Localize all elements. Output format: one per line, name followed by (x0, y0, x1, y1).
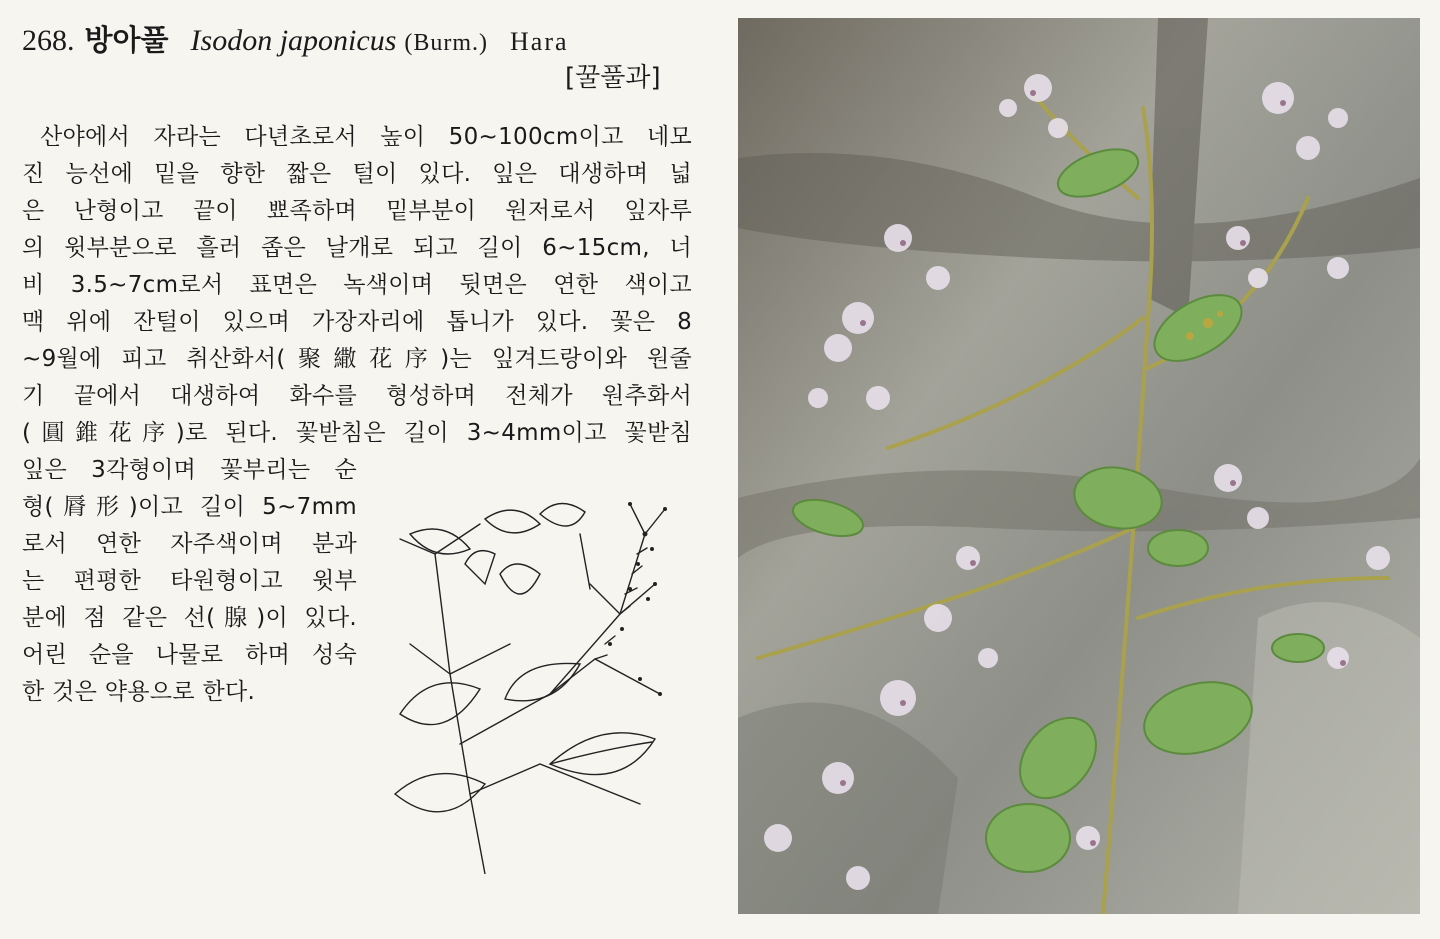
plant-photo (738, 18, 1420, 914)
description-line: 한 것은 약용으로 한다. (22, 679, 256, 705)
description-line: 기 끝에서 대생하여 화수를 형성하며 전체가 원추화서 (22, 383, 692, 409)
author-citation-1: (Burm.) (404, 30, 489, 56)
description-line: 로서 연한 자주색이며 분과 (22, 531, 357, 557)
description-line: 진 능선에 밑을 향한 짧은 털이 있다. 잎은 대생하며 넓 (22, 161, 692, 187)
description-line: 는 편평한 타원형이고 윗부 (22, 568, 357, 594)
author-citation-2: Hara (510, 27, 569, 56)
entry-number: 268. (22, 24, 75, 57)
description-line: (圓錐花序)로 된다. 꽃받침은 길이 3~4mm이고 꽃받침 (22, 420, 692, 446)
plant-illustration (390, 494, 690, 874)
description-line: 산야에서 자라는 다년초로서 높이 50~100cm이고 네모 (40, 124, 692, 150)
description-line: 어린 순을 나물로 하며 성숙 (22, 642, 357, 668)
description-line: 형(脣形)이고 길이 5~7mm (22, 494, 357, 520)
korean-name: 방아풀 (84, 23, 169, 57)
plant-line-drawing-icon (390, 494, 690, 874)
description-line: 은 난형이고 끝이 뾰족하며 밑부분이 원저로서 잎자루 (22, 198, 692, 224)
scientific-name: Isodon japonicus (190, 24, 397, 57)
family-name: [꿀풀과] (565, 63, 661, 93)
description-line: 의 윗부분으로 흘러 좁은 날개로 되고 길이 6~15cm, 너 (22, 235, 692, 261)
plant-photo-icon (738, 18, 1420, 914)
description-line: 잎은 3각형이며 꽃부리는 순 (22, 457, 357, 483)
description-line: ~9월에 피고 취산화서(聚繖花序)는 잎겨드랑이와 원줄 (22, 346, 692, 372)
description-line: 분에 점 같은 선(腺)이 있다. (22, 605, 357, 631)
description-line: 맥 위에 잔털이 있으며 가장자리에 톱니가 있다. 꽃은 8 (22, 309, 692, 335)
entry-title (22, 22, 569, 61)
description-line: 비 3.5~7cm로서 표면은 녹색이며 뒷면은 연한 색이고 (22, 272, 692, 298)
